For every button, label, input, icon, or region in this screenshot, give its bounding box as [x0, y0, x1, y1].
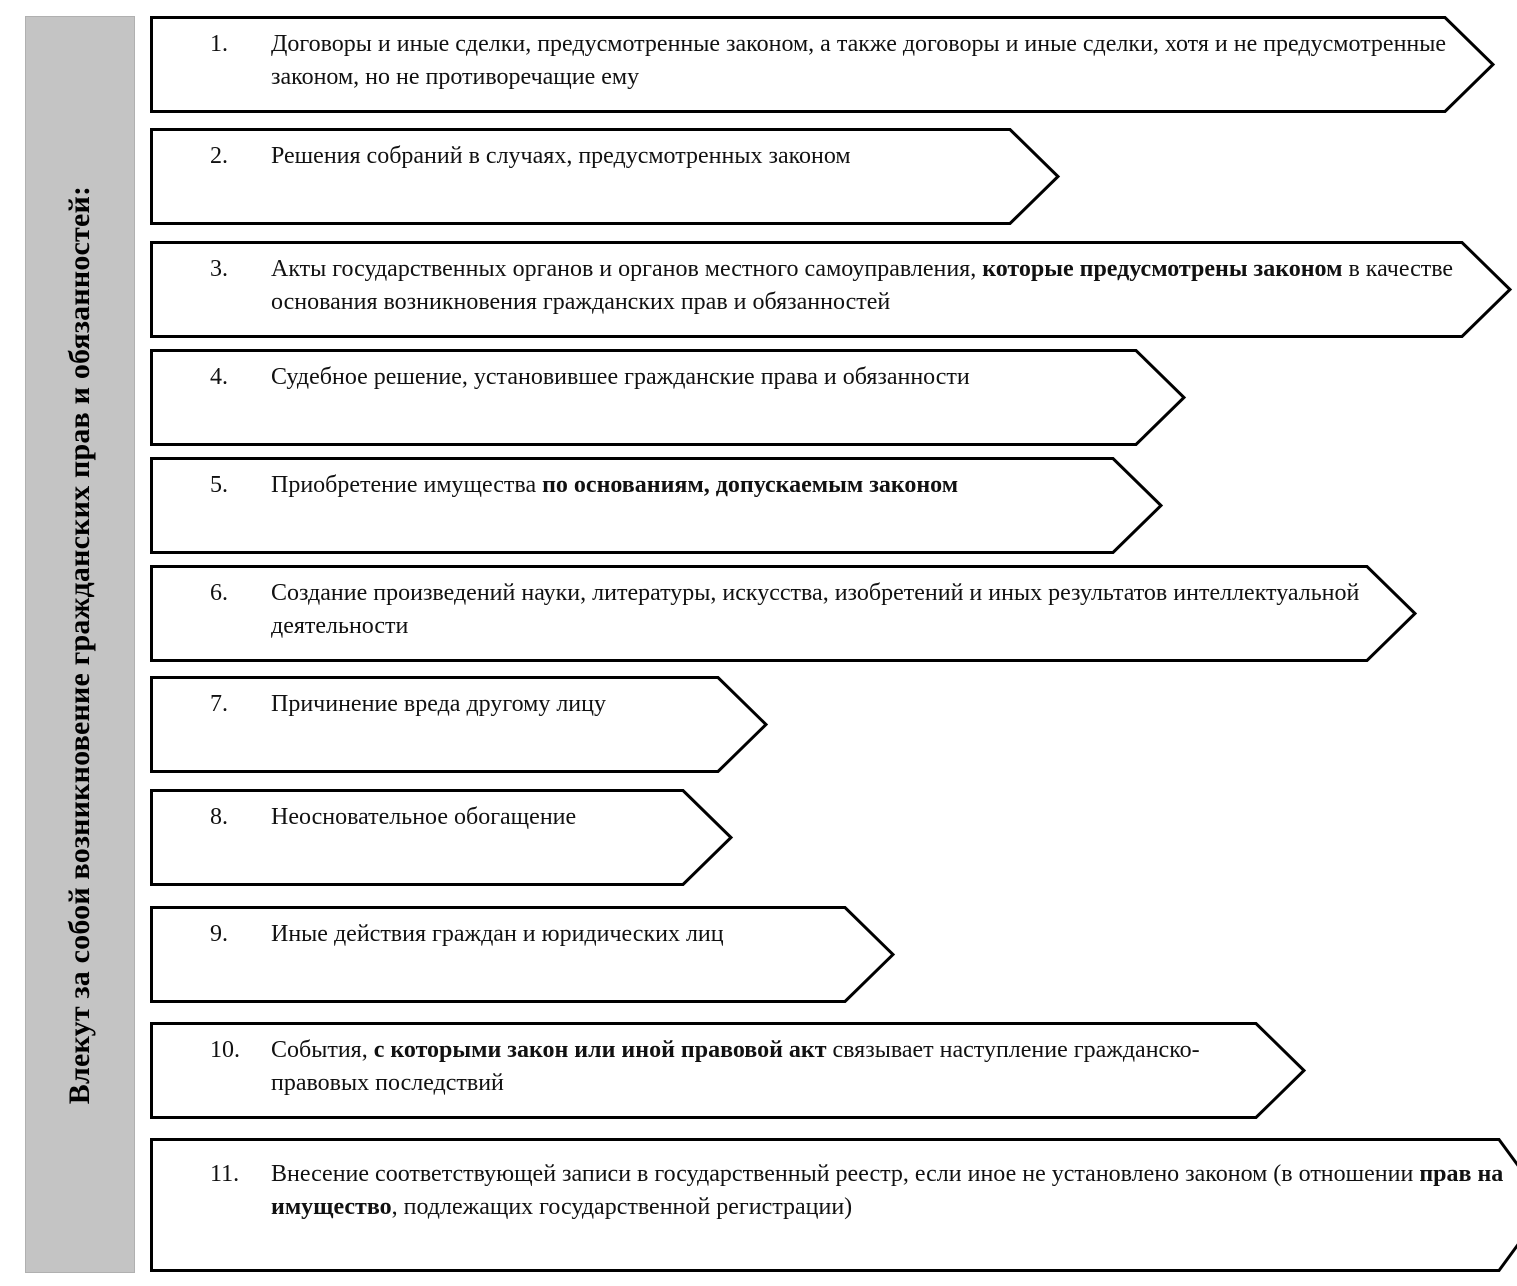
- list-item: [150, 565, 1415, 662]
- item-text: [271, 688, 738, 721]
- item-text-segment: События,: [271, 1037, 374, 1063]
- list-item: [150, 676, 766, 773]
- item-text: [271, 253, 1482, 319]
- item-text-bold-segment: с которыми закон или иной правовой акт: [373, 1037, 827, 1063]
- list-item: [150, 789, 731, 886]
- item-number: 3.: [210, 256, 228, 282]
- list-item: [150, 16, 1493, 113]
- item-number: 10.: [210, 1037, 240, 1063]
- side-label-box: [25, 16, 135, 1273]
- item-number: 1.: [210, 31, 228, 57]
- item-number: 5.: [210, 472, 228, 498]
- list-item: [150, 1022, 1304, 1119]
- list-item: [150, 906, 893, 1003]
- item-text-segment: Внесение соответствующей записи в государственный реестр, если иное не установлено законом (в отношении: [271, 1161, 1420, 1187]
- item-text-segment: Приобретение имущества: [271, 472, 543, 498]
- list-item: [150, 457, 1161, 554]
- item-text-segment: Причинение вреда другому лицу: [271, 691, 606, 717]
- item-text-segment: в качестве основания возникновения гражданских прав и обязанностей: [271, 256, 1454, 315]
- item-text-segment: Договоры и иные сделки, предусмотренные законом, а также договоры и иные сделки, хотя и не предусмотренные законом, но не противоречащие ему: [271, 31, 1447, 90]
- item-number: 7.: [210, 691, 228, 717]
- list-item: [150, 128, 1058, 225]
- item-number: 8.: [210, 804, 228, 830]
- item-text-bold-segment: по основаниям, допускаемым законом: [542, 472, 959, 498]
- item-number: 2.: [210, 143, 228, 169]
- item-text-segment: Решения собраний в случаях, предусмотренных законом: [271, 143, 851, 169]
- item-number: 9.: [210, 921, 228, 947]
- item-text: [271, 469, 1133, 502]
- item-text-segment: Акты государственных органов и органов местного самоуправления,: [271, 256, 983, 282]
- item-text: [271, 140, 1030, 173]
- item-text-bold-segment: прав на имущество: [271, 1161, 1504, 1220]
- item-text-segment: , подлежащих государственной регистрации): [391, 1194, 853, 1220]
- item-text: [271, 577, 1387, 643]
- item-number: 6.: [210, 580, 228, 606]
- item-text: [271, 28, 1465, 94]
- item-number: 11.: [210, 1161, 240, 1187]
- item-text-segment: Иные действия граждан и юридических лиц: [271, 921, 724, 947]
- list-item: [150, 1138, 1517, 1272]
- list-item: [150, 241, 1510, 338]
- list-item: [150, 349, 1184, 446]
- side-title: Влекут за собой возникновение гражданских прав и обязанностей:: [63, 185, 96, 1104]
- item-text: [271, 1158, 1517, 1224]
- item-text-bold-segment: которые предусмотрены законом: [982, 256, 1343, 282]
- item-text-segment: связывает наступление гражданско-правовых последствий: [271, 1037, 1200, 1096]
- item-number: 4.: [210, 364, 228, 390]
- item-text-segment: Судебное решение, установившее гражданские права и обязанности: [271, 364, 970, 390]
- item-text: [271, 1034, 1276, 1100]
- item-text-segment: Создание произведений науки, литературы, искусства, изобретений и иных результатов интеллектуальной деятельности: [271, 580, 1360, 639]
- item-text: [271, 801, 703, 834]
- item-text: [271, 361, 1156, 394]
- item-text-segment: Неосновательное обогащение: [271, 804, 577, 830]
- item-text: [271, 918, 865, 951]
